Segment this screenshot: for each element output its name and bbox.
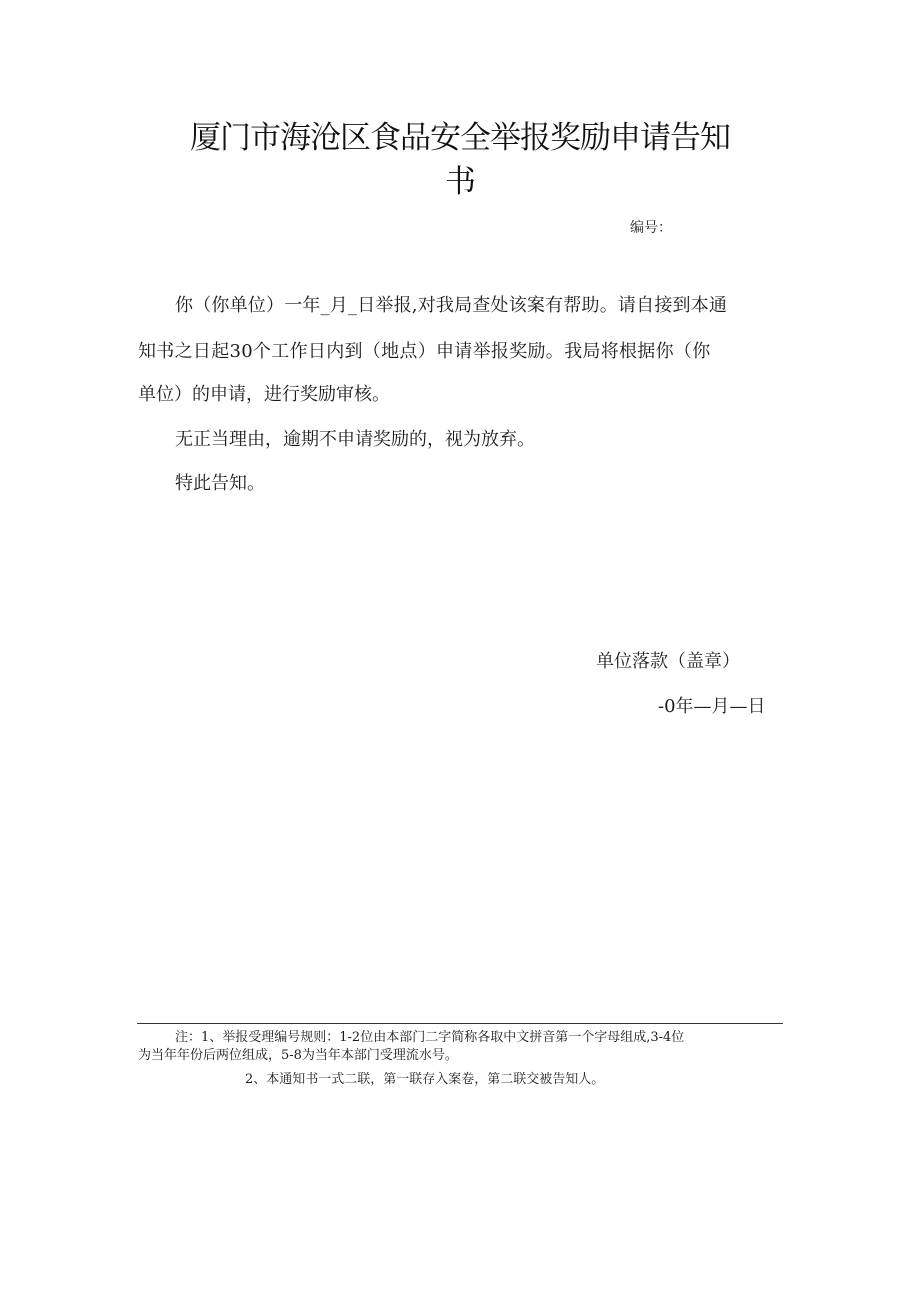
document-title-line-1: 厦门市海沧区食品安全举报奖励申请告知 xyxy=(190,120,730,156)
footnote-line-2: 为当年年份后两位组成，5-8为当年本部门受理流水号。 xyxy=(138,1048,458,1063)
document-title-line-2: 书 xyxy=(445,164,475,200)
footnote-divider xyxy=(137,1023,783,1024)
body-line-5: 特此告知。 xyxy=(175,473,265,494)
footnote-line-1: 注：1、举报受理编号规则：1-2位由本部门二字简称各取中文拼音第一个字母组成,3-4位 xyxy=(175,1030,685,1045)
body-line-3: 单位）的申请，进行奖励审核。 xyxy=(138,384,390,405)
document-number-label: 编号： xyxy=(630,220,672,236)
footnote-line-3: 2、本通知书一式二联，第一联存入案卷，第二联交被告知人。 xyxy=(245,1072,605,1087)
body-line-1: 你（你单位）一年_月_日举报,对我局查处该案有帮助。请自接到本通 xyxy=(175,295,728,316)
body-line-2: 知书之日起30个工作日内到（地点）申请举报奖励。我局将根据你（你 xyxy=(138,341,711,362)
date-line: -0年—月—日 xyxy=(658,696,766,717)
signature-line: 单位落款（盖章） xyxy=(596,651,740,672)
body-line-4: 无正当理由，逾期不申请奖励的，视为放弃。 xyxy=(175,429,535,450)
